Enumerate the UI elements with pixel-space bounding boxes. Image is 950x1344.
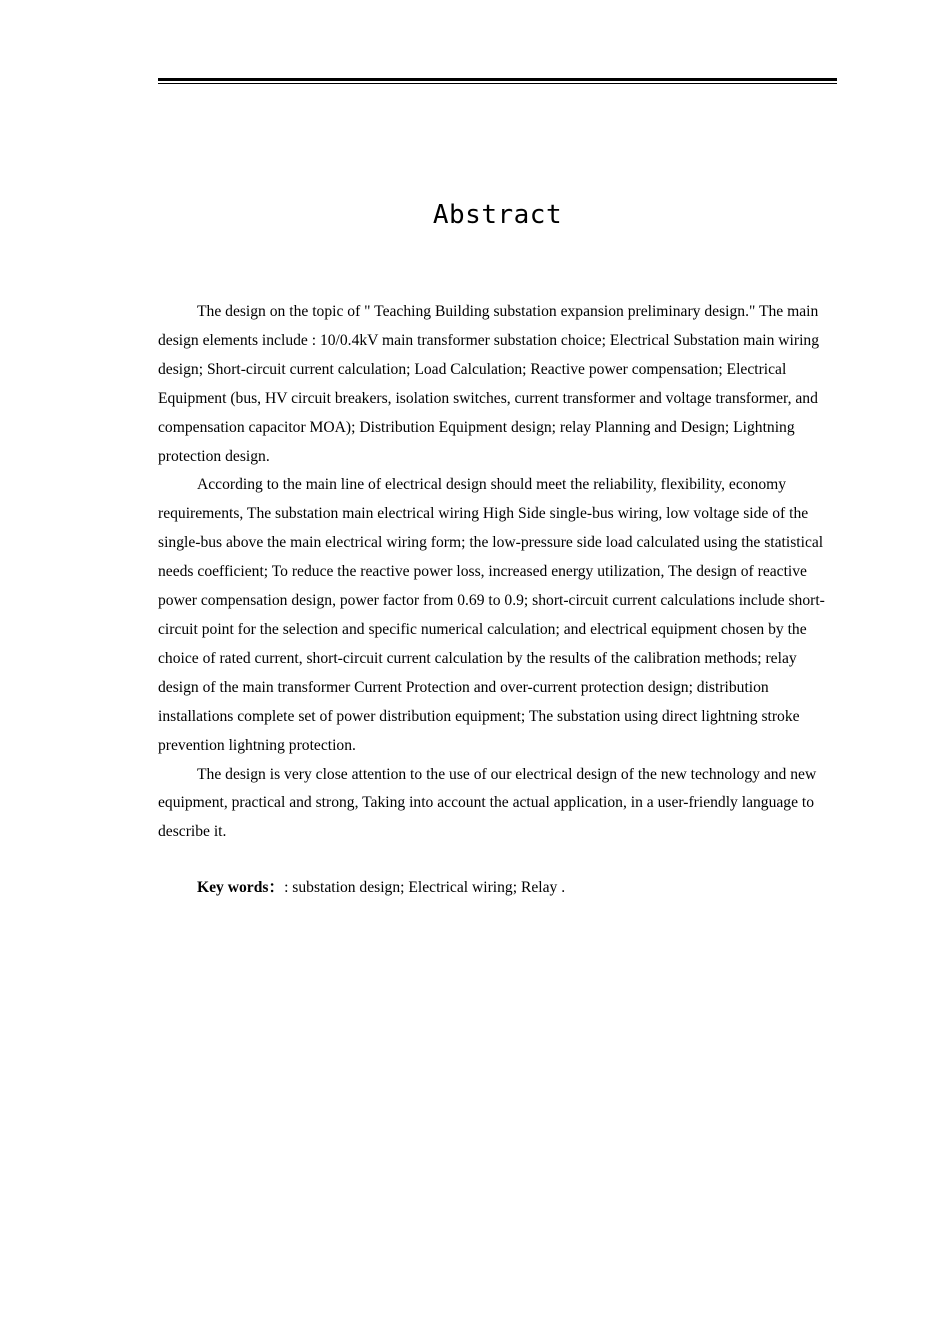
abstract-paragraph-3: The design is very close attention to the use of our electrical design of the new technology and new equipment, practical and strong, Taking into account the actual application, in a user-friendly language to describe it. — [158, 765, 817, 841]
keywords-text: : substation design; Electrical wiring; Relay . — [284, 879, 566, 896]
abstract-paragraph-2: According to the main line of electrical design should meet the reliability, flexibility, economy requirements, The substation main electrical wiring High Side single-bus wiring, low voltage side of the single-bus above the main electrical wiring form; the low-pressure side load calculated using the statistical needs coefficient; To reduce the reactive power loss, increased energy utilization, The design of reactive power compensation design, power factor from 0.69 to 0.9; short-circuit current calculations include short-circuit point for the selection and specific numerical calculation; and electrical equipment chosen by the choice of rated current, short-circuit current calculation by the results of the calibration methods; relay design of the main transformer Current Protection and over-current protection design; distribution installations complete set of power distribution equipment; The substation using direct lightning stroke prevention lightning protection. — [158, 476, 825, 754]
keywords-line — [158, 874, 837, 903]
page-title: Abstract — [432, 200, 563, 230]
abstract-paragraph-1: The design on the topic of " Teaching Building substation expansion preliminary design." The main design elements include : 10/0.4kV main transformer substation choice; Electrical Substation main wiring design; Short-circuit current calculation; Load Calculation; Reactive power compensation; Electrical Equipment (bus, HV circuit breakers, isolation switches, current transformer and voltage transformer, and compensation capacitor MOA); Distribution Equipment design; relay Planning and Design; Lightning protection design. — [158, 303, 819, 465]
header-rule-thick — [158, 78, 837, 81]
header-rule-thin — [158, 83, 837, 84]
header-rule — [158, 78, 837, 84]
keywords-label: Key words： — [197, 879, 285, 896]
abstract-body — [158, 298, 837, 847]
